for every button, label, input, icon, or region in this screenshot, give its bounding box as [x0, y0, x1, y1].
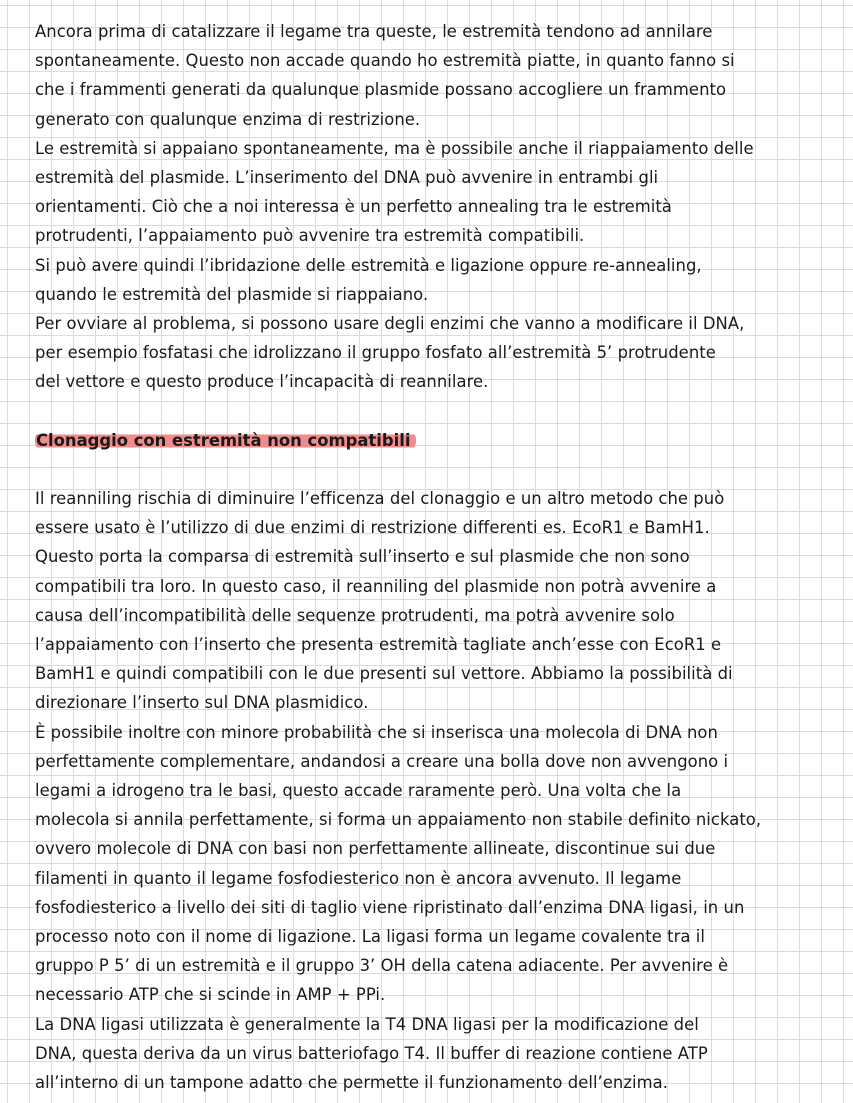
text-line: spontaneamente. Questo non accade quando ho estremità piatte, in quanto fanno si: [35, 51, 735, 71]
text-line: all’interno di un tampone adatto che permette il funzionamento dell’enzima.: [35, 1073, 669, 1093]
text-line: gruppo P 5’ di un estremità e il gruppo 3’ OH della catena adiacente. Per avvenire è: [35, 956, 729, 976]
text-line: causa dell’incompatibilità delle sequenze protrudenti, ma potrà avvenire solo: [35, 605, 675, 625]
text-line: orientamenti. Ciò che a noi interessa è un perfetto annealing tra le estremità: [35, 197, 672, 217]
text-line: protrudenti, l’appaiamento può avvenire tra estremità compatibili.: [35, 226, 585, 246]
paragraph-block-cloning: [35, 484, 835, 1097]
text-line: estremità del plasmide. L’inserimento del DNA può avvenire in entrambi gli: [35, 168, 659, 188]
text-line: fosfodiesterico a livello dei siti di taglio viene ripristinato dall’enzima DNA ligasi, in un: [35, 897, 745, 917]
text-line: quando le estremità del plasmide si riappaiano.: [35, 284, 429, 304]
paragraph-block-ligation: [35, 17, 835, 397]
text-line: che i frammenti generati da qualunque plasmide possano accogliere un frammento: [35, 80, 727, 100]
text-line: legami a idrogeno tra le basi, questo accade raramente però. Una volta che la: [35, 781, 682, 801]
text-line: DNA, questa deriva da un virus batteriofago T4. Il buffer di reazione contiene ATP: [35, 1043, 708, 1063]
text-line: del vettore e questo produce l’incapacità di reannilare.: [35, 372, 489, 392]
text-line: per esempio fosfatasi che idrolizzano il gruppo fosfato all’estremità 5’ protrudente: [35, 343, 716, 363]
text-line: BamH1 e quindi compatibili con le due presenti sul vettore. Abbiamo la possibilità di: [35, 664, 733, 684]
section-heading-text: Clonaggio con estremità non compatibili: [35, 431, 416, 450]
text-line: filamenti in quanto il legame fosfodiesterico non è ancora avvenuto. Il legame: [35, 868, 682, 888]
text-line: Per ovviare al problema, si possono usare degli enzimi che vanno a modificare il DNA,: [35, 314, 745, 334]
text-line: compatibili tra loro. In questo caso, il reanniling del plasmide non potrà avvenire a: [35, 576, 717, 596]
text-line: processo noto con il nome di ligazione. La ligasi forma un legame covalente tra il: [35, 927, 705, 947]
text-line: È possibile inoltre con minore probabilità che si inserisca una molecola di DNA non: [35, 722, 718, 742]
text-line: La DNA ligasi utilizzata è generalmente la T4 DNA ligasi per la modificazione del: [35, 1014, 699, 1034]
text-line: generato con qualunque enzima di restrizione.: [35, 109, 421, 129]
text-line: ovvero molecole di DNA con basi non perfettamente allineate, discontinue sui due: [35, 839, 716, 859]
section-heading: [35, 429, 416, 453]
text-line: perfettamente complementare, andandosi a creare una bolla dove non avvengono i: [35, 751, 729, 771]
text-line: molecola si annila perfettamente, si forma un appaiamento non stabile definito nickato,: [35, 810, 762, 830]
text-line: l’appaiamento con l’inserto che presenta estremità tagliate anch’esse con EcoR1 e: [35, 635, 722, 655]
text-line: Il reanniling rischia di diminuire l’efficenza del clonaggio e un altro metodo che può: [35, 489, 725, 508]
text-line: direzionare l’inserto sul DNA plasmidico.: [35, 693, 369, 713]
text-line: Si può avere quindi l’ibridazione delle estremità e ligazione oppure re-annealing,: [35, 255, 702, 275]
text-line: Questo porta la comparsa di estremità sull’inserto e sul plasmide che non sono: [35, 547, 690, 567]
text-line: essere usato è l’utilizzo di due enzimi di restrizione differenti es. EcoR1 e BamH1.: [35, 518, 710, 538]
text-line: necessario ATP che si scinde in AMP + PPi.: [35, 985, 386, 1005]
text-line: Ancora prima di catalizzare il legame tra queste, le estremità tendono ad annilare: [35, 22, 713, 41]
text-line: Le estremità si appaiano spontaneamente, ma è possibile anche il riappaiamento delle: [35, 138, 754, 158]
